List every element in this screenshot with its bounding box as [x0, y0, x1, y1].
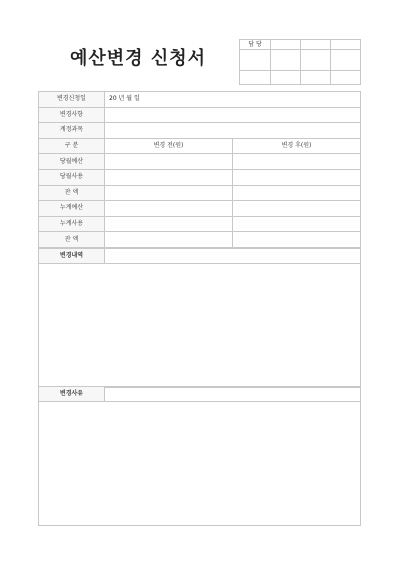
signature-cell[interactable]	[331, 71, 361, 85]
after-field[interactable]	[233, 169, 361, 185]
signature-cell[interactable]	[271, 71, 301, 85]
details-text-area[interactable]	[39, 264, 360, 387]
after-field[interactable]	[233, 185, 361, 201]
document-title: 예산변경 신청서	[70, 48, 206, 69]
date-label: 변경신청일	[39, 92, 105, 108]
item-label: 변경사항	[39, 107, 105, 123]
before-field[interactable]	[105, 216, 233, 232]
row-label: 잔 액	[39, 185, 105, 201]
row-label: 당월사용	[39, 169, 105, 185]
date-field[interactable]: 20 년 월 일	[105, 92, 361, 108]
approval-label: 담 당	[240, 40, 271, 50]
approval-box	[239, 39, 361, 85]
after-field[interactable]	[233, 216, 361, 232]
signature-cell[interactable]	[271, 50, 301, 71]
before-field[interactable]	[105, 201, 233, 217]
before-field[interactable]	[105, 232, 233, 248]
signature-cell[interactable]	[240, 71, 271, 85]
row-label: 누계사용	[39, 216, 105, 232]
signature-cell[interactable]	[331, 50, 361, 71]
row-label: 누계예산	[39, 201, 105, 217]
after-field[interactable]	[233, 232, 361, 248]
item-field[interactable]	[105, 107, 361, 123]
after-header: 변경 후(원)	[233, 138, 361, 154]
budget-form-table	[38, 91, 361, 248]
signature-cell[interactable]	[301, 71, 331, 85]
account-label: 계정과목	[39, 123, 105, 139]
before-header: 변경 전(원)	[105, 138, 233, 154]
details-header	[39, 249, 360, 264]
approval-cell[interactable]	[331, 40, 361, 50]
signature-cell[interactable]	[301, 50, 331, 71]
division-header: 구 분	[39, 138, 105, 154]
signature-cell[interactable]	[240, 50, 271, 71]
details-label: 변경내역	[39, 249, 105, 263]
reason-text-area[interactable]	[39, 402, 360, 525]
reason-section	[38, 386, 361, 526]
account-field[interactable]	[105, 123, 361, 139]
after-field[interactable]	[233, 154, 361, 170]
row-label: 당월예산	[39, 154, 105, 170]
before-field[interactable]	[105, 169, 233, 185]
reason-header	[39, 386, 360, 402]
reason-label: 변경사유	[39, 387, 105, 401]
before-field[interactable]	[105, 154, 233, 170]
details-section	[38, 248, 361, 388]
after-field[interactable]	[233, 201, 361, 217]
before-field[interactable]	[105, 185, 233, 201]
approval-cell[interactable]	[271, 40, 301, 50]
approval-cell[interactable]	[301, 40, 331, 50]
row-label: 잔 액	[39, 232, 105, 248]
